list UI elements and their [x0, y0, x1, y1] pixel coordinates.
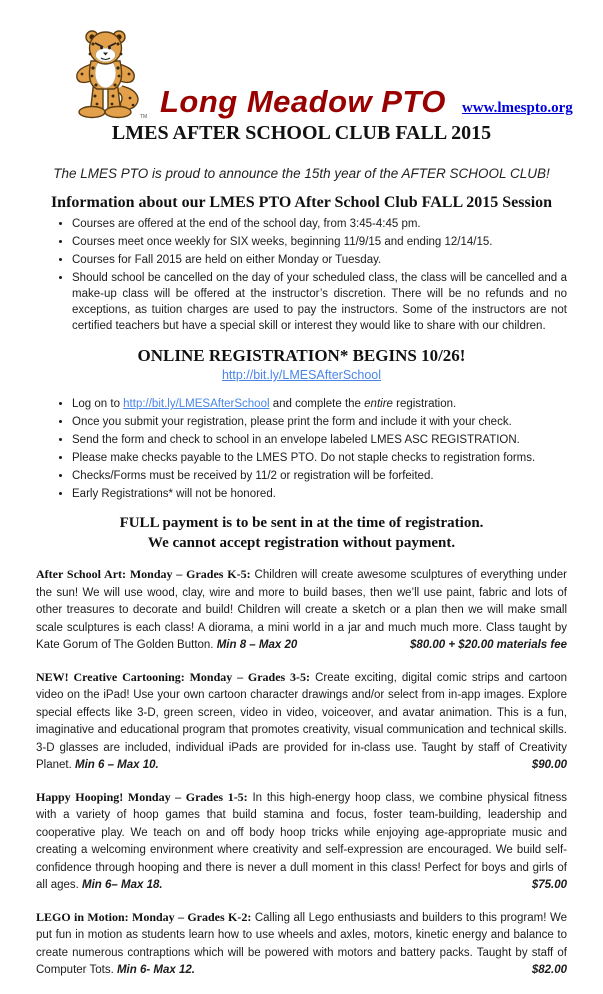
- course-price: $75.00: [531, 879, 567, 891]
- course-description: Create exciting, digital comic strips and cartoon video on the iPad! Use your own cartoon character drawings and/or select from in-app images. Explore special effects like 3-D, green screen, video in video, voiceover, and avatar animation. This is a fun, imaginative and educational program that promotes creativity, visual communication and technical skills. 3-D glasses are included, individual iPads are provided for in-class use. Taught by staff of Creativity Planet.: [36, 671, 567, 771]
- payment-notice: [36, 513, 567, 553]
- bullet-text-italic: entire: [364, 398, 393, 410]
- list-item: • Please make checks payable to the LMES PTO. Do not staple checks to registration forms.: [72, 450, 567, 466]
- course-price: $90.00: [531, 759, 567, 771]
- list-item: • Once you submit your registration, please print the form and include it with your check.: [72, 414, 567, 430]
- registration-link[interactable]: http://bit.ly/LMESAfterSchool: [221, 368, 382, 382]
- course-minmax: Min 8 – Max 20: [216, 639, 298, 651]
- info-section-heading: Information about our LMES PTO After School Club FALL 2015 Session: [50, 194, 553, 211]
- brand-title: Long Meadow PTO: [160, 84, 446, 119]
- registration-heading: ONLINE REGISTRATION* BEGINS 10/26!: [137, 346, 466, 365]
- list-item: • Send the form and check to school in an envelope labeled LMES ASC REGISTRATION.: [72, 432, 567, 448]
- course-title: LEGO in Motion: Monday – Grades K-2:: [36, 909, 252, 924]
- list-item: • Should school be cancelled on the day of your scheduled class, the class will be cancelled and a make-up class will be offered at the instructor’s discretion. There will be no refunds and no exceptions, as tuition charges are used to pay the instructors. Some of the instructors are not certified teachers but have a special skill or interest they would like to share with our children.: [72, 270, 567, 334]
- header: [36, 0, 573, 150]
- page-title: LMES AFTER SCHOOL CLUB FALL 2015: [111, 122, 492, 144]
- course-minmax: Min 6 – Max 10.: [75, 759, 159, 771]
- jaguar-mascot-logo: [62, 28, 150, 122]
- payment-notice-line1: FULL payment is to be sent in at the time of registration.: [119, 515, 484, 531]
- course-title: NEW! Creative Cartooning: Monday – Grades 3-5:: [36, 669, 311, 684]
- course-creative-cartooning: [36, 669, 567, 775]
- course-price: $82.00: [531, 964, 567, 976]
- brand-line: [160, 84, 573, 120]
- course-title: Happy Hooping! Monday – Grades 1-5:: [36, 789, 248, 804]
- registration-link-line: [36, 368, 567, 382]
- course-lego-in-motion: [36, 909, 567, 980]
- bullet-text: and complete the: [269, 398, 365, 410]
- pto-website-link[interactable]: www.lmespto.org: [461, 100, 573, 116]
- trademark-symbol: TM: [140, 114, 148, 120]
- course-description: Calling all Lego enthusiasts and builders to this program! We put fun in motion as students learn how to use wheels and axles, motors, kinetic energy and balance to create numerous contraptions which will be powered with motors and battery packs. Taught by staff of Computer Tots.: [36, 911, 567, 976]
- list-item: [72, 396, 567, 412]
- course-description: Children will create awesome sculptures of everything under the sun! We will use wood, clay, wire and more to build bases, then we’ll use paint, fabric and lots of other treasures to decorate and build! Children will create a sketch or a plan then we will make small scale sculptures is each class! A diorama, a mini world in a jar and much much more. Class taught by Kate Gorum of The Golden Button.: [36, 569, 567, 651]
- list-item: • Early Registrations* will not be honored.: [72, 486, 567, 502]
- list-item: • Courses meet once weekly for SIX weeks, beginning 11/9/15 and ending 12/14/15.: [72, 234, 567, 250]
- bullet-text: registration.: [392, 398, 457, 410]
- payment-notice-line2: We cannot accept registration without payment.: [147, 535, 456, 551]
- course-after-school-art: [36, 566, 567, 655]
- course-title: After School Art: Monday – Grades K-5:: [36, 567, 251, 581]
- list-item: • Courses for Fall 2015 are held on either Monday or Tuesday.: [72, 252, 567, 268]
- info-bullet-list: [36, 216, 567, 334]
- list-item: • Checks/Forms must be received by 11/2 or registration will be forfeited.: [72, 468, 567, 484]
- registration-inline-link[interactable]: http://bit.ly/LMESAfterSchool: [123, 398, 270, 410]
- list-item: • Courses are offered at the end of the school day, from 3:45-4:45 pm.: [72, 216, 567, 232]
- course-description: In this high-energy hoop class, we combine physical fitness with a variety of hoop games that build stamina and focus, foster team-building, leadership and cooperative play. We teach on and off body hoop tricks while enjoying age-appropriate music and creating a welcoming environment where creativity and self-expression are encouraged. We build self-confidence through hooping and there is never a dull moment in this class! Perfect for boys and girls of all ages.: [36, 791, 567, 891]
- course-minmax: Min 6– Max 18.: [82, 879, 163, 891]
- course-happy-hooping: [36, 789, 567, 895]
- announcement-line: The LMES PTO is proud to announce the 15th year of the AFTER SCHOOL CLUB!: [53, 166, 550, 181]
- bullet-text: Log on to: [72, 398, 124, 410]
- course-list: [36, 566, 567, 980]
- course-price: $80.00 + $20.00 materials fee: [410, 639, 567, 651]
- registration-bullet-list: [36, 396, 567, 502]
- course-minmax: Min 6- Max 12.: [116, 964, 195, 976]
